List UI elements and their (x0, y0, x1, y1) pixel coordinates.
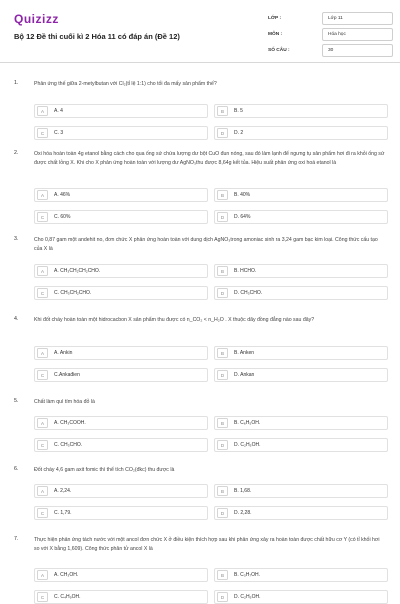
option-text: A. CH₃COOH. (54, 420, 86, 426)
option-text: A. Ankin (54, 350, 73, 356)
option-text: D. 2 (234, 130, 244, 136)
option-text: D. C₂H₅OH. (234, 594, 261, 600)
option-letter: C (37, 508, 48, 518)
option-letter: A (37, 570, 48, 580)
option-text: B. 1,68. (234, 488, 252, 494)
option-text: C.Ankađien (54, 372, 80, 378)
question-number: 1. (14, 80, 19, 86)
option-text: B. HCHO. (234, 268, 257, 274)
option-letter: B (217, 106, 228, 116)
option-a[interactable] (34, 346, 208, 360)
option-c[interactable] (34, 438, 208, 452)
option-c[interactable] (34, 368, 208, 382)
option-d[interactable] (214, 286, 388, 300)
option-a[interactable] (34, 104, 208, 118)
option-b[interactable] (214, 568, 388, 582)
option-b[interactable] (214, 188, 388, 202)
question-text: Khi đốt cháy hoàn toàn một hidrocacbon X sản phẩm thu được có n_CO₂ < n_H₂O . X thuộc dãy đồng đẳng nào sau đây? (34, 317, 315, 323)
quizizz-logo: Quizizz (14, 12, 59, 26)
option-letter: C (37, 128, 48, 138)
question-text: Thực hiện phản ứng tách nước với một ancol đơn chức X ở điều kiện thích hợp sau khi phản ứng xảy ra hoàn toàn được chất hữu cơ Y (có tỉ khối hơi so với X bằng 1,609). Công thức phân tử ancol X là (34, 537, 380, 552)
option-letter: D (217, 508, 228, 518)
option-d[interactable] (214, 368, 388, 382)
option-text: A. CH₃CH₂CH₂CHO. (54, 268, 101, 274)
option-a[interactable] (34, 416, 208, 430)
option-d[interactable] (214, 590, 388, 604)
question-number: 2. (14, 150, 19, 156)
mon-field: Hóa học (322, 28, 393, 41)
option-letter: B (217, 570, 228, 580)
option-letter: C (37, 592, 48, 602)
option-text: B. 5 (234, 108, 243, 114)
option-text: D. CH₃CHO. (234, 290, 263, 296)
option-c[interactable] (34, 286, 208, 300)
option-text: B. C₆H₅OH. (234, 420, 261, 426)
option-text: C. CH₃CH₂CHO. (54, 290, 92, 296)
option-letter: A (37, 418, 48, 428)
option-text: A. 4 (54, 108, 63, 114)
option-text: D. 64% (234, 214, 251, 220)
socau-field: 30 (322, 44, 393, 57)
socau-label: SỐ CÂU : (268, 48, 290, 53)
option-letter: D (217, 128, 228, 138)
option-c[interactable] (34, 590, 208, 604)
option-letter: A (37, 486, 48, 496)
meta-row-socau (268, 44, 393, 57)
meta-row-lop (268, 12, 393, 25)
option-c[interactable] (34, 210, 208, 224)
lop-field: Lớp 11 (322, 12, 393, 25)
lop-label: LỚP : (268, 16, 282, 21)
option-text: C. C₄H₉OH. (54, 594, 81, 600)
option-letter: C (37, 440, 48, 450)
option-text: B. 40% (234, 192, 251, 198)
option-letter: B (217, 190, 228, 200)
header (0, 0, 400, 63)
option-text: D. Ankan (234, 372, 255, 378)
option-letter: D (217, 212, 228, 222)
option-c[interactable] (34, 506, 208, 520)
option-letter: D (217, 370, 228, 380)
option-c[interactable] (34, 126, 208, 140)
option-letter: B (217, 348, 228, 358)
option-text: D. C₂H₅OH. (234, 442, 261, 448)
option-text: B. Anken (234, 350, 255, 356)
option-text: C. 60% (54, 214, 71, 220)
option-letter: A (37, 106, 48, 116)
option-a[interactable] (34, 484, 208, 498)
option-text: A. 2,24. (54, 488, 72, 494)
question-number: 6. (14, 466, 19, 472)
option-a[interactable] (34, 568, 208, 582)
option-letter: A (37, 348, 48, 358)
option-b[interactable] (214, 416, 388, 430)
question-text: Đốt cháy 4,6 gam axit fomic thì thể tích CO₂(đkc) thu được là (34, 467, 175, 473)
question-text: Cho 0,87 gam một andehit no, đơn chức X phản ứng hoàn toàn với dung dịch AgNO₃trong amoniac sinh ra 3,24 gam bạc kim loại. Công thức cấu tạo của X là (34, 237, 378, 252)
option-d[interactable] (214, 506, 388, 520)
option-letter: C (37, 212, 48, 222)
option-b[interactable] (214, 346, 388, 360)
question-text: Oxi hóa hoàn toàn 4g etanol bằng cách cho qua ống sứ chứa lượng dư bột CuO đun nóng, sau đó làm lạnh để ngưng tụ sản phẩm hơi đi ra khỏi ống sứ được chất lỏng X. Khi cho X phản ứng hoàn toàn với lượng dư AgNO₃thu được 8,64g kết tủa. Hiệu suất phản ứng oxi hoá etanol là (34, 151, 385, 166)
question-number: 3. (14, 236, 19, 242)
option-letter: A (37, 266, 48, 276)
option-letter: A (37, 190, 48, 200)
option-text: D. 2,28. (234, 510, 252, 516)
option-text: C. CH₃CHO. (54, 442, 83, 448)
option-letter: B (217, 266, 228, 276)
option-b[interactable] (214, 264, 388, 278)
option-text: C. 1,79. (54, 510, 72, 516)
option-d[interactable] (214, 126, 388, 140)
option-letter: D (217, 592, 228, 602)
document-title: Bộ 12 Đề thi cuối kì 2 Hóa 11 có đáp án (Đề 12) (14, 32, 180, 41)
option-a[interactable] (34, 188, 208, 202)
option-text: B. C₃H₇OH. (234, 572, 260, 578)
option-b[interactable] (214, 104, 388, 118)
mon-label: MÔN : (268, 32, 283, 37)
option-letter: B (217, 418, 228, 428)
option-letter: B (217, 486, 228, 496)
option-text: C. 3 (54, 130, 64, 136)
option-letter: C (37, 370, 48, 380)
question-text: Chất làm quì tím hóa đỏ là (34, 399, 95, 405)
option-d[interactable] (214, 210, 388, 224)
option-letter: D (217, 288, 228, 298)
option-a[interactable] (34, 264, 208, 278)
option-letter: C (37, 288, 48, 298)
option-b[interactable] (214, 484, 388, 498)
option-text: A. 46% (54, 192, 71, 198)
option-text: A. CH₃OH. (54, 572, 79, 578)
question-number: 5. (14, 398, 19, 404)
meta-box (268, 12, 393, 60)
question-number: 7. (14, 536, 19, 542)
question-number: 4. (14, 316, 19, 322)
question-text: Phản ứng thế giữa 2-metylbutan với Cl₂(tỉ lệ 1:1) cho tối đa mấy sản phẩm thế? (34, 81, 217, 87)
option-d[interactable] (214, 438, 388, 452)
meta-row-mon (268, 28, 393, 41)
option-letter: D (217, 440, 228, 450)
